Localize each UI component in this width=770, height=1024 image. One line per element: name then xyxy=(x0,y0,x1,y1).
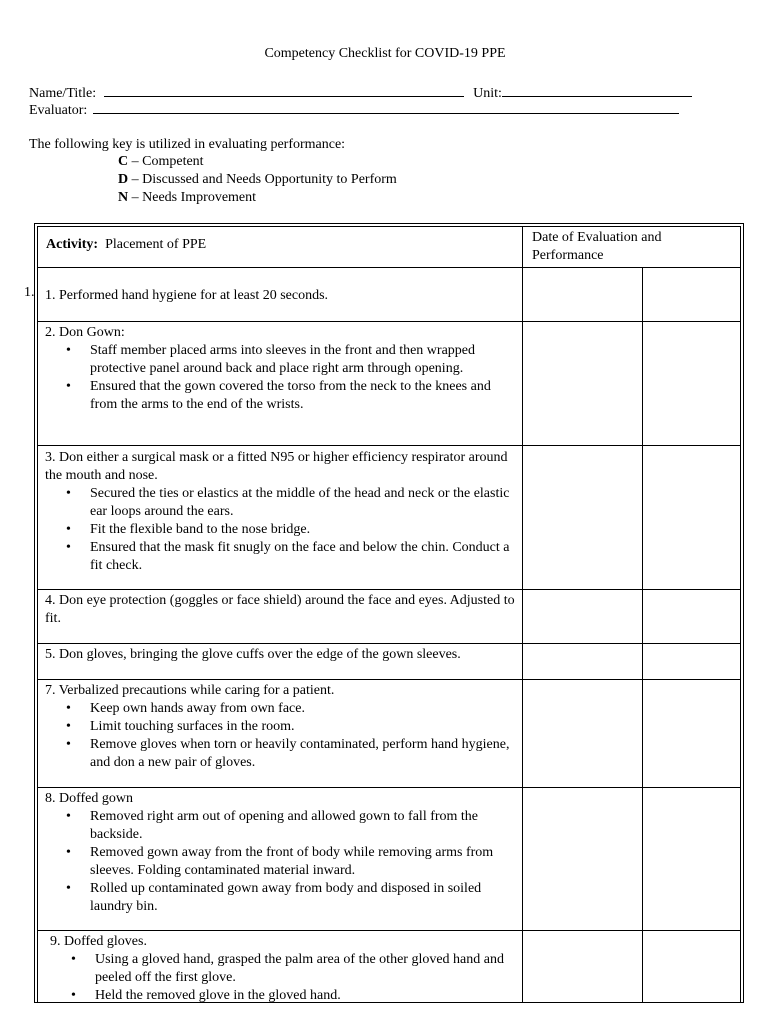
checklist-table xyxy=(34,223,744,1003)
list-item: • Ensured that the gown covered the torso from the neck to the knees and from the arms to the end of the wrists. xyxy=(90,378,515,414)
key-item-c xyxy=(118,154,204,170)
activity-value: Placement of PPE xyxy=(105,237,207,252)
table-row xyxy=(45,646,515,664)
table-row xyxy=(50,933,520,1005)
table-row xyxy=(45,790,515,916)
key-code: N xyxy=(118,190,129,205)
row-heading: 9. Doffed gloves. xyxy=(50,934,147,949)
table-row xyxy=(45,682,515,772)
key-text: – Competent xyxy=(128,154,204,169)
list-item: • Ensured that the mask fit snugly on the face and below the chin. Conduct a fit check. xyxy=(90,539,515,575)
row-heading: 1. Performed hand hygiene for at least 20 seconds. xyxy=(45,288,329,303)
row-heading: 5. Don gloves, bringing the glove cuffs over the edge of the gown sleeves. xyxy=(45,647,461,662)
stray-row-number: 1. xyxy=(24,285,35,300)
list-item: • Rolled up contaminated gown away from body and disposed in soiled laundry bin. xyxy=(90,880,515,916)
row-heading: 3. Don either a surgical mask or a fitted N95 or higher efficiency respirator around the mouth and nose. xyxy=(45,450,508,483)
evaluator-field[interactable] xyxy=(93,101,679,114)
unit-field[interactable] xyxy=(502,84,692,97)
list-item: • Keep own hands away from own face. xyxy=(90,700,515,718)
evaluator-line xyxy=(29,101,679,119)
list-item: • Limit touching surfaces in the room. xyxy=(90,718,515,736)
activity-label: Activity: xyxy=(46,237,99,252)
key-code: C xyxy=(118,154,129,169)
row-divider xyxy=(38,930,740,931)
list-item: • Staff member placed arms into sleeves in the front and then wrapped protective panel around back and place right arm through opening. xyxy=(90,342,515,378)
column-divider xyxy=(642,267,643,1002)
list-item: • Secured the ties or elastics at the middle of the head and neck or the elastic ear loops around the ears. xyxy=(90,485,515,521)
row-heading: 4. Don eye protection (goggles or face shield) around the face and eyes. Adjusted to fit. xyxy=(45,593,515,626)
row-divider xyxy=(38,589,740,590)
table-row xyxy=(45,449,515,575)
name-unit-line xyxy=(29,84,692,102)
row-divider xyxy=(38,787,740,788)
list-item: • Removed right arm out of opening and allowed gown to fall from the backside. xyxy=(90,808,515,844)
list-item: • Fit the flexible band to the nose bridge. xyxy=(90,521,515,539)
date-header: Date of Evaluation and Performance xyxy=(532,230,662,263)
row-heading: 2. Don Gown: xyxy=(45,325,125,340)
table-row xyxy=(45,592,515,628)
key-code: D xyxy=(118,172,129,187)
unit-label: Unit: xyxy=(473,86,502,101)
page-title: Competency Checklist for COVID-19 PPE xyxy=(264,46,506,61)
list-item: • Removed gown away from the front of body while removing arms from sleeves. Folding contaminated material inward. xyxy=(90,844,515,880)
checklist-table-inner xyxy=(37,226,741,1002)
list-item: • Remove gloves when torn or heavily contaminated, perform hand hygiene, and don a new pair of gloves. xyxy=(90,736,515,772)
activity-header xyxy=(46,237,206,253)
evaluator-label: Evaluator: xyxy=(29,103,88,118)
key-item-d xyxy=(118,172,397,188)
row-divider xyxy=(38,445,740,446)
table-row xyxy=(45,324,515,414)
row-divider xyxy=(38,643,740,644)
row-divider xyxy=(38,321,740,322)
column-divider xyxy=(522,227,523,1002)
row-divider xyxy=(38,679,740,680)
name-field[interactable] xyxy=(104,84,464,97)
table-row xyxy=(45,287,515,305)
list-item: • Held the removed glove in the gloved hand. xyxy=(95,987,520,1005)
key-item-n xyxy=(118,190,256,206)
key-text: – Discussed and Needs Opportunity to Perform xyxy=(128,172,397,187)
row-divider xyxy=(38,267,740,268)
key-intro: The following key is utilized in evaluating performance: xyxy=(29,137,346,152)
row-heading: 7. Verbalized precautions while caring for a patient. xyxy=(45,683,335,698)
list-item: • Using a gloved hand, grasped the palm area of the other gloved hand and peeled off the first glove. xyxy=(95,951,520,987)
row-heading: 8. Doffed gown xyxy=(45,791,134,806)
key-text: – Needs Improvement xyxy=(128,190,257,205)
name-label: Name/Title: xyxy=(29,86,97,101)
